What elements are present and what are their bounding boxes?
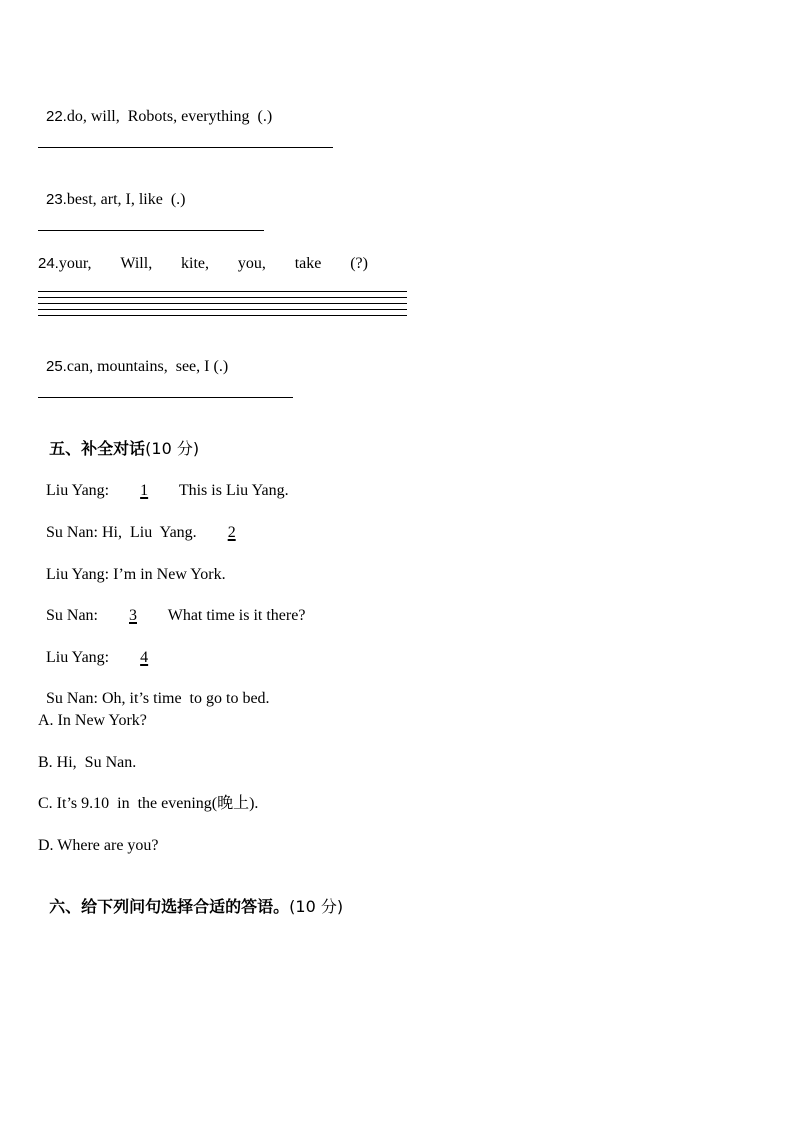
- section-title: 五、补全对话: [49, 439, 146, 458]
- writing-line[interactable]: [38, 315, 407, 316]
- question-word: (?): [350, 255, 368, 272]
- dialogue-text: Hi, Liu Yang.: [98, 524, 201, 541]
- writing-line[interactable]: [38, 309, 407, 310]
- speaker: Su Nan:: [46, 524, 98, 541]
- question-number: 25.: [46, 358, 67, 375]
- question-23: [38, 170, 185, 210]
- dialogue-line-3: [38, 545, 226, 585]
- question-word: kite,: [181, 255, 210, 272]
- question-number: 24.: [38, 255, 59, 272]
- dialogue-blank-2[interactable]: 2: [227, 524, 236, 541]
- speaker: Liu Yang:: [46, 566, 110, 583]
- dialogue-line-4: [38, 586, 305, 626]
- dialogue-line-5: [38, 628, 175, 668]
- question-text: best, art, I, like (.): [66, 191, 186, 208]
- speaker: Su Nan:: [46, 607, 98, 624]
- section-5-heading: [38, 419, 199, 459]
- question-24: [38, 254, 368, 274]
- question-word: you,: [237, 255, 266, 272]
- question-number: 23.: [46, 191, 67, 208]
- writing-line[interactable]: [38, 303, 407, 304]
- speaker: Su Nan:: [46, 690, 98, 707]
- section-title: 六、给下列问句选择合适的答语。: [49, 897, 290, 916]
- writing-line[interactable]: [38, 291, 407, 292]
- question-25: [38, 337, 228, 377]
- question-word: take: [294, 255, 322, 272]
- question-22: [38, 87, 272, 127]
- dialogue-blank-3[interactable]: 3: [129, 607, 137, 624]
- dialogue-text: This is Liu Yang.: [175, 482, 289, 499]
- question-text: can, mountains, see, I (.): [66, 358, 229, 375]
- speaker: Liu Yang:: [46, 649, 110, 666]
- dialogue-blank-1[interactable]: 1: [140, 482, 149, 499]
- question-word: Will,: [120, 255, 153, 272]
- option-d: D. Where are you?: [38, 837, 159, 854]
- answer-line[interactable]: [38, 147, 333, 148]
- option-c: C. It’s 9.10 in the evening(晚上).: [38, 795, 259, 812]
- section-points: (10 分): [289, 897, 344, 916]
- dialogue-line-6: [38, 669, 270, 709]
- speaker: Liu Yang:: [46, 482, 110, 499]
- dialogue-blank-4[interactable]: 4: [140, 649, 149, 666]
- answer-line[interactable]: [38, 230, 264, 231]
- writing-line[interactable]: [38, 297, 407, 298]
- question-number: 22.: [46, 108, 67, 125]
- dialogue-text: Oh, it’s time to go to bed.: [98, 690, 270, 707]
- question-text: do, will, Robots, everything (.): [66, 108, 273, 125]
- answer-line[interactable]: [38, 397, 293, 398]
- question-word: 24.your,: [38, 255, 92, 272]
- dialogue-line-2: [38, 503, 263, 543]
- dialogue-line-1: [38, 461, 289, 501]
- option-b: B. Hi, Su Nan.: [38, 754, 137, 771]
- dialogue-text: I’m in New York.: [109, 566, 226, 583]
- dialogue-text: What time is it there?: [164, 607, 306, 624]
- option-a: A. In New York?: [38, 712, 147, 729]
- section-6-heading: [38, 877, 343, 917]
- section-points: (10 分): [145, 439, 200, 458]
